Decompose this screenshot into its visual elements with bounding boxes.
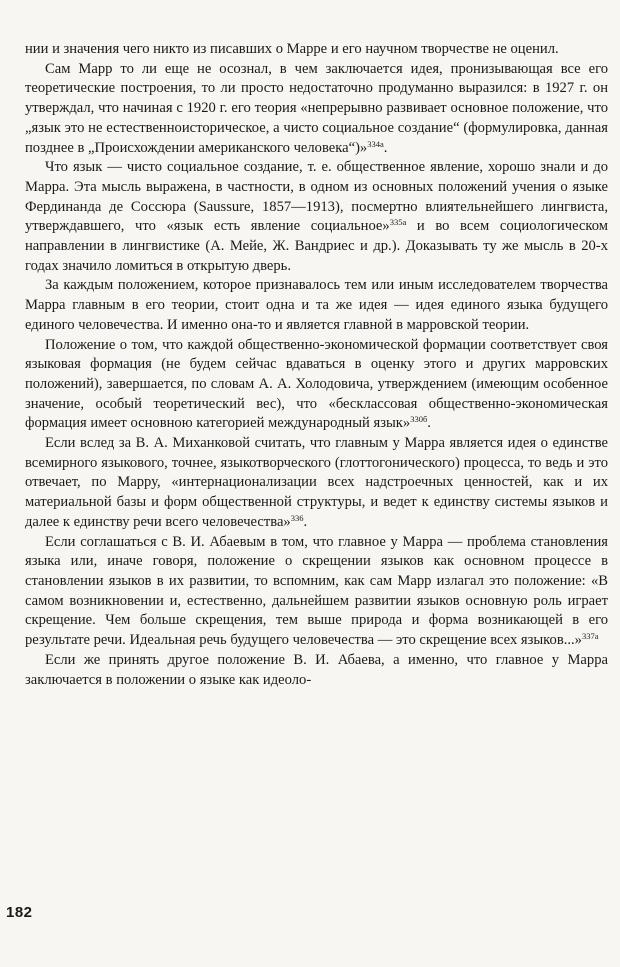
paragraph-5 [25,336,608,435]
paragraph-tail: . [383,139,388,156]
paragraph-1 [25,40,608,60]
paragraph-text: нии и значения чего никто из писавших о Марре и его научном творчестве не оценил. [25,41,559,57]
footnote-ref: 335а [389,217,407,228]
paragraph-text: Положение о том, что каждой общественно-экономической формации соответствует своя языковая формация (не будем сейчас вдаваться в оценку этого и других марровских положений), завершается, по словам А. А. Холодовича, утверждением (имеющим особенное значение, особый теоретический вес), что «бесклассовая общественно-экономическая формация имеет основною категорией международный язык» [25,336,608,432]
paragraph-tail: . [427,415,431,432]
paragraph-6 [25,434,608,533]
footnote-ref: 337а [581,631,599,642]
paragraph-text: Сам Марр то ли еще не осознал, в чем заключается идея, пронизывающая все его теоретические построения, то ли просто недостаточно продуманно выразился: в 1927 г. он утверждал, что начиная с 1920 г. его теория «непрерывно развивает основное положение, что „язык это не естественноисторическое, а чисто социальное создание“ (формулировка, данная позднее в „Происхождении американского человека“)» [25,60,608,156]
paragraph-8 [25,651,608,690]
paragraph-2 [25,60,608,159]
page-number: 182 [6,904,33,921]
footnote-ref: 334а [367,138,384,149]
paragraph-text: Что язык — чисто социальное создание, т. е. общественное явление, хорошо знали и до Марра. Эта мысль выражена, в частности, в одном из основных положений учения о языке Фердинанда де Соссюра (Saussure, 1857—1913), посмертно влиятельнейшего лингвиста, утверждавшего, что «язык есть явление социальное» [25,159,608,235]
paragraph-text: Если соглашаться с В. И. Абаевым в том, что главное у Марра — проблема становления языка или, иначе говоря, положение о скрещении языков как основном процессе в становлении языков в их развитии, то вспомним, как сам Марр излагал это положение: «В самом возникновении и, естественно, дальнейшем развитии языков основную роль играет скрещение. Чем больше скрещения, тем выше природа и форма возникающей в его результате речи. Идеальная речь будущего человечества — это скрещение всех языков...» [25,533,608,649]
paragraph-text: Если вслед за В. А. Миханковой считать, что главным у Марра является идея о единстве всемирного языкового, точнее, языкотворческого (глоттогонического) процесса, то ведь и это отвечает, по Марру, «интернационализации всех надстроечных ценностей, как и их материальной базы и форм общественной структуры, и ведет к единству системы языков и далее к единству речи всего человечества» [25,435,608,530]
paragraph-text: Если же принять другое положение В. И. Абаева, а именно, что главное у Марра заключается в положении о языке как идеоло- [25,651,608,688]
paragraph-text: За каждым положением, которое признавалось тем или иным исследователем творчества Марра главным в его теории, стоит одна и та же идея — идея единого языка будущего единого человечества. И именно она-то и является главной в марровской теории. [25,277,608,333]
paragraph-7 [25,533,608,651]
footnote-ref: 336 [290,512,304,523]
footnote-ref: 330б [410,414,428,425]
body-text [25,40,608,690]
paragraph-tail: . [303,513,308,530]
paragraph-3 [25,158,608,276]
paragraph-tail: и во всем социологическом направлении в лингвистике (А. Мейе, Ж. Вандриес и др.). Доказывать ту же мысль в 20-х годах значило ломиться в открытую дверь. [25,218,608,274]
paragraph-4 [25,276,608,335]
